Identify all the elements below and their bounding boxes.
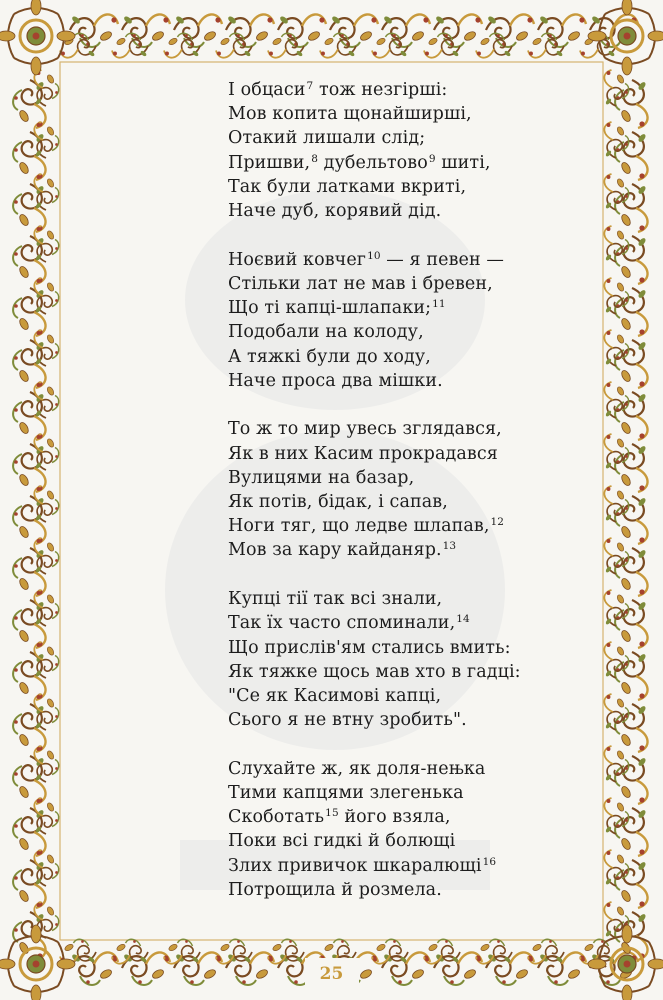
- line-text: Вулицями на базар,: [228, 467, 415, 488]
- line-text: Що прислів'ям стались вмить:: [228, 637, 511, 658]
- poem-line: [228, 442, 558, 466]
- poem-line: [228, 708, 558, 732]
- ornament-motif: [278, 14, 326, 46]
- stanza: [228, 78, 558, 223]
- line-text: То ж то мир увесь зглядався,: [228, 419, 502, 440]
- poem-line: [228, 320, 558, 344]
- poem-line: [228, 272, 558, 296]
- line-text: Наче дуб, корявий дід.: [228, 201, 442, 222]
- line-text: А тяжкі були до ходу,: [228, 346, 431, 367]
- ornament-motif: [538, 14, 586, 46]
- poem-line: [228, 587, 558, 611]
- ornament-motif: [615, 600, 647, 648]
- ornament-motif: [615, 132, 647, 180]
- stanza: [228, 248, 558, 393]
- line-text: шиті,: [435, 152, 491, 173]
- stanza: [228, 417, 558, 562]
- poem-line: [228, 878, 558, 902]
- poem-line: [228, 538, 558, 562]
- ornament-motif: [486, 14, 534, 46]
- poem-line: [228, 514, 558, 538]
- ornament-motif: [382, 14, 430, 46]
- ornament-motif: [330, 14, 378, 46]
- footnote-marker: 15: [325, 807, 339, 820]
- line-text: Ноєвий ковчег: [228, 249, 367, 270]
- line-text: Тими капцями злегенька: [228, 783, 464, 804]
- line-text: Ноги тяг, що ледве шлапав,: [228, 516, 490, 537]
- poem-line: [228, 636, 558, 660]
- line-text: Мов за кару кайданяр.: [228, 540, 442, 561]
- ornament-motif: [615, 236, 647, 284]
- footnote-marker: 7: [306, 80, 314, 92]
- poem-line: [228, 151, 558, 175]
- poem-line: [228, 296, 558, 320]
- poem-line: [228, 805, 558, 829]
- line-text: Так були латками вкриті,: [228, 176, 467, 197]
- footnote-marker: 13: [442, 540, 457, 553]
- line-text: дубельтово: [317, 152, 428, 173]
- poem-line: [228, 611, 558, 635]
- poem-line: [228, 660, 558, 684]
- poem-line: [228, 466, 558, 490]
- line-text: Стільки лат не мав і бревен,: [228, 273, 493, 294]
- poem-line: [228, 78, 558, 102]
- line-text: тож незгірші:: [313, 80, 448, 100]
- poem-line: [228, 126, 558, 150]
- poem-line: [228, 854, 558, 878]
- ornament-motif: [615, 392, 647, 440]
- line-text: Скоботать: [228, 807, 325, 828]
- poem-line: [228, 175, 558, 199]
- ornament-motif: [615, 704, 647, 752]
- line-text: його взяла,: [338, 807, 451, 828]
- ornament-motif: [615, 288, 647, 336]
- ornament-motif: [434, 14, 482, 46]
- corner-rosette: [588, 925, 663, 1000]
- poem-line: [228, 369, 558, 393]
- poem-text: [228, 78, 558, 927]
- ornament-motif: [615, 860, 647, 908]
- ornament-motif: [615, 808, 647, 856]
- line-text: Подобали на колоду,: [228, 322, 424, 343]
- poem-line: [228, 757, 558, 781]
- page-number: 25: [319, 964, 344, 984]
- line-text: Що ті капці-шлапаки;: [228, 298, 432, 319]
- line-text: Як тяжке щось мав хто в гадці:: [228, 661, 521, 682]
- line-text: Злих привичок шкаралющі: [228, 855, 482, 876]
- stanza: [228, 757, 558, 902]
- line-text: Як потів, бідак, і сапав,: [228, 492, 448, 513]
- poem-line: [228, 199, 558, 223]
- line-text: Так їх часто споминали,: [228, 613, 456, 634]
- line-text: — я певен —: [380, 249, 505, 270]
- ornament-motif: [615, 444, 647, 492]
- line-text: Купці тії так всі знали,: [228, 589, 443, 610]
- poem-line: [228, 102, 558, 126]
- footnote-marker: 8: [311, 152, 318, 165]
- ornament-motif: [174, 14, 222, 46]
- footnote-marker: 16: [482, 855, 497, 868]
- line-text: І обцаси: [228, 80, 306, 100]
- ornament-motif: [615, 184, 647, 232]
- poem-line: [228, 345, 558, 369]
- poem-line: [228, 417, 558, 441]
- stanza: [228, 587, 558, 732]
- line-text: Сього я не втну зробить".: [228, 710, 467, 731]
- line-text: "Се як Касимові капці,: [228, 685, 442, 706]
- line-text: Наче проса два мішки.: [228, 370, 443, 391]
- poem-line: [228, 829, 558, 853]
- poem-line: [228, 248, 558, 272]
- footnote-marker: 11: [432, 298, 446, 311]
- corner-rosette: [0, 925, 75, 1000]
- poem-line: [228, 490, 558, 514]
- poem-line: [228, 684, 558, 708]
- line-text: Слухайте ж, як доля-нењка: [228, 758, 486, 779]
- ornament-motif: [122, 14, 170, 46]
- footnote-marker: 10: [367, 249, 381, 262]
- ornament-motif: [615, 652, 647, 700]
- ornament-motif: [226, 14, 274, 46]
- corner-rosette: [588, 0, 663, 75]
- line-text: Мов копита щонайширші,: [228, 104, 472, 125]
- footnote-marker: 14: [456, 613, 470, 626]
- footnote-marker: 9: [428, 152, 436, 165]
- ornament-motif: [615, 496, 647, 544]
- line-text: Потрощила й розмела.: [228, 879, 442, 900]
- ornament-motif: [615, 548, 647, 596]
- corner-rosette: [0, 0, 75, 75]
- poem-line: [228, 781, 558, 805]
- ornament-motif: [615, 340, 647, 388]
- line-text: Як в них Касим прокрадався: [228, 443, 498, 464]
- ornament-motif: [615, 756, 647, 804]
- ornament-motif: [615, 80, 647, 128]
- ornament-motif: [70, 14, 118, 46]
- line-text: Пришви,: [228, 152, 311, 173]
- line-text: Отакий лишали слід;: [228, 128, 426, 149]
- footnote-marker: 12: [490, 516, 505, 529]
- line-text: Поки всі гидкі й болющі: [228, 831, 456, 852]
